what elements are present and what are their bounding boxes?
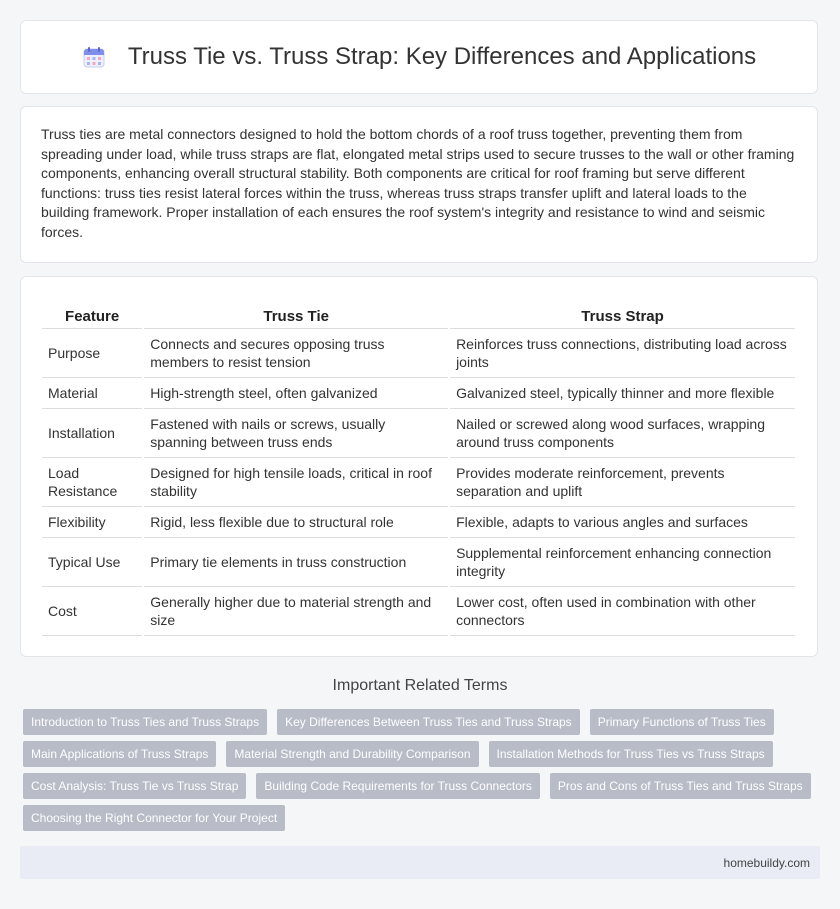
table-cell-truss-tie: High-strength steel, often galvanized xyxy=(144,378,448,409)
related-term-tag[interactable]: Material Strength and Durability Comparison xyxy=(226,741,478,767)
intro-paragraph: Truss ties are metal connectors designed to hold the bottom chords of a roof truss together, preventing them from spreading under load, while truss straps are flat, elongated metal strips used to secure trusses to the wall or other framing components, enhancing overall structural stability. Both components are critical for roof framing but serve different functions: truss ties resist lateral forces within the truss, whereas truss straps transfer uplift and lateral loads to the building framework. Proper installation of each ensures the roof system's integrity and resistance to wind and seismic forces. xyxy=(41,126,795,240)
table-cell-truss-strap: Provides moderate reinforcement, prevents separation and uplift xyxy=(450,458,795,507)
table-cell-feature: Typical Use xyxy=(42,538,142,587)
related-term-tag[interactable]: Cost Analysis: Truss Tie vs Truss Strap xyxy=(23,773,246,799)
table-row xyxy=(42,409,795,458)
footer xyxy=(20,846,820,879)
related-term-tag[interactable]: Pros and Cons of Truss Ties and Truss Straps xyxy=(550,773,811,799)
table-cell-feature: Purpose xyxy=(42,329,142,378)
related-term-tag[interactable]: Installation Methods for Truss Ties vs Truss Straps xyxy=(489,741,773,767)
table-cell-truss-tie: Primary tie elements in truss construction xyxy=(144,538,448,587)
related-term-tag[interactable]: Building Code Requirements for Truss Connectors xyxy=(256,773,539,799)
related-term-tag[interactable]: Key Differences Between Truss Ties and Truss Straps xyxy=(277,709,580,735)
header-feature: Feature xyxy=(42,301,142,329)
table-row xyxy=(42,538,795,587)
table-cell-feature: Load Resistance xyxy=(42,458,142,507)
table-cell-truss-strap: Supplemental reinforcement enhancing connection integrity xyxy=(450,538,795,587)
table-cell-feature: Cost xyxy=(42,587,142,636)
table-cell-truss-tie: Generally higher due to material strength and size xyxy=(144,587,448,636)
table-cell-feature: Material xyxy=(42,378,142,409)
related-term-tag[interactable]: Main Applications of Truss Straps xyxy=(23,741,216,767)
table-cell-truss-tie: Rigid, less flexible due to structural role xyxy=(144,507,448,538)
intro-card xyxy=(20,106,818,263)
comparison-table xyxy=(40,301,797,636)
related-term-tag[interactable]: Choosing the Right Connector for Your Project xyxy=(23,805,285,831)
title-card xyxy=(20,20,818,94)
header-truss-tie: Truss Tie xyxy=(144,301,448,329)
related-term-tag[interactable]: Introduction to Truss Ties and Truss Straps xyxy=(23,709,267,735)
related-term-tag[interactable]: Primary Functions of Truss Ties xyxy=(590,709,774,735)
table-row xyxy=(42,587,795,636)
table-cell-feature: Installation xyxy=(42,409,142,458)
related-terms-title: Important Related Terms xyxy=(332,677,508,694)
calendar-icon xyxy=(82,45,106,69)
header-truss-strap: Truss Strap xyxy=(450,301,795,329)
table-cell-truss-strap: Reinforces truss connections, distributing load across joints xyxy=(450,329,795,378)
table-cell-truss-strap: Flexible, adapts to various angles and surfaces xyxy=(450,507,795,538)
related-terms-list xyxy=(23,709,823,837)
table-cell-truss-strap: Galvanized steel, typically thinner and more flexible xyxy=(450,378,795,409)
table-cell-truss-strap: Lower cost, often used in combination with other connectors xyxy=(450,587,795,636)
table-row xyxy=(42,378,795,409)
page-title: Truss Tie vs. Truss Strap: Key Differences and Applications xyxy=(127,43,757,70)
table-row xyxy=(42,329,795,378)
table-cell-feature: Flexibility xyxy=(42,507,142,538)
table-cell-truss-tie: Fastened with nails or screws, usually spanning between truss ends xyxy=(144,409,448,458)
table-header-row xyxy=(42,301,795,329)
table-cell-truss-strap: Nailed or screwed along wood surfaces, wrapping around truss components xyxy=(450,409,795,458)
footer-site-name[interactable]: homebuildy.com xyxy=(723,855,810,870)
table-cell-truss-tie: Connects and secures opposing truss members to resist tension xyxy=(144,329,448,378)
table-row xyxy=(42,458,795,507)
table-row xyxy=(42,507,795,538)
comparison-table-card xyxy=(20,276,818,657)
table-cell-truss-tie: Designed for high tensile loads, critical in roof stability xyxy=(144,458,448,507)
